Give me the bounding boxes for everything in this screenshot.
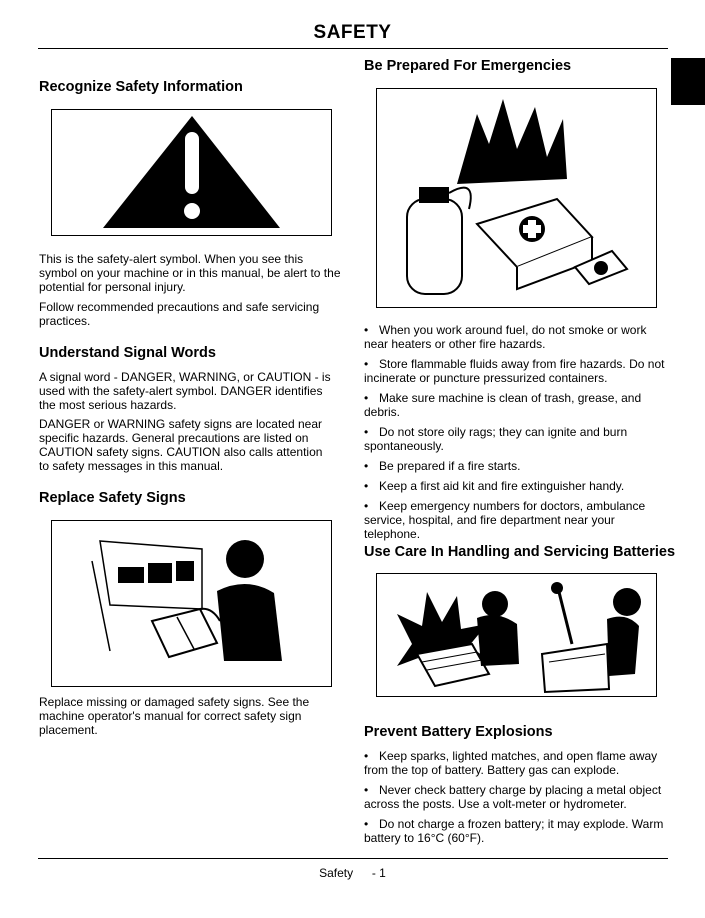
fire-extinguisher-first-aid-icon: [377, 89, 656, 307]
emergency-bullet: • When you work around fuel, do not smoke or work near heaters or other fire hazards.: [364, 323, 647, 351]
heading-replace-safety-signs: Replace Safety Signs: [39, 490, 186, 506]
emergency-bullet: • Keep a first aid kit and fire extinguisher handy.: [364, 479, 625, 493]
emergency-figure: [376, 88, 657, 308]
footer-rule: [38, 858, 668, 859]
safety-sign-figure: [51, 520, 332, 687]
emergency-bullet-list: [364, 323, 669, 547]
replace-paragraph-1: Replace missing or damaged safety signs. See the machine operator's manual for correct safety sign placement.: [39, 695, 310, 737]
heading-recognize-safety: Recognize Safety Information: [39, 79, 243, 95]
emergency-bullet: • Keep emergency numbers for doctors, ambulance service, hospital, and fire department near your telephone.: [364, 499, 646, 541]
explosion-bullet: • Never check battery charge by placing a metal object across the posts. Use a volt-meter or hydrometer.: [364, 783, 662, 811]
battery-figure: [376, 573, 657, 697]
emergency-bullet: • Store flammable fluids away from fire hazards. Do not incinerate or puncture pressurized containers.: [364, 357, 665, 385]
footer-page-number: - 1: [371, 866, 386, 880]
page-footer: [0, 866, 705, 880]
safety-alert-figure: [51, 109, 332, 236]
header-rule: [38, 48, 668, 49]
section-tab-marker: [671, 58, 705, 105]
recognize-paragraph-2: Follow recommended precautions and safe servicing practices.: [39, 300, 320, 328]
emergency-bullet: • Be prepared if a fire starts.: [364, 459, 521, 473]
battery-explosion-icon: [377, 574, 656, 696]
explosion-bullet: • Keep sparks, lighted matches, and open flame away from the top of battery. Battery gas can explode.: [364, 749, 658, 777]
explosion-bullet-list: [364, 749, 664, 851]
emergency-bullet: • Make sure machine is clean of trash, grease, and debris.: [364, 391, 642, 419]
signal-paragraph-1: A signal word - DANGER, WARNING, or CAUTION - is used with the safety-alert symbol. DANGER identifies the most serious hazards.: [39, 370, 331, 412]
safety-alert-icon: [52, 110, 331, 235]
page-title: SAFETY: [313, 22, 392, 43]
explosion-bullet: • Do not charge a frozen battery; it may explode. Warm battery to 16°C (60°F).: [364, 817, 664, 845]
emergency-bullet: • Do not store oily rags; they can ignite and burn spontaneously.: [364, 425, 628, 453]
heading-emergencies: Be Prepared For Emergencies: [364, 58, 572, 74]
footer-section: Safety: [319, 866, 354, 880]
person-reading-sign-icon: [52, 521, 331, 686]
heading-signal-words: Understand Signal Words: [39, 345, 216, 361]
heading-battery-explosions: Prevent Battery Explosions: [364, 724, 553, 740]
signal-paragraph-2: DANGER or WARNING safety signs are located near specific hazards. General precautions are listed on CAUTION safety signs. CAUTION also calls attention to safety messages in this manual.: [39, 417, 323, 473]
recognize-paragraph-1: This is the safety-alert symbol. When you see this symbol on your machine or in this manual, be alert to the potential for personal injury.: [39, 252, 341, 294]
heading-batteries: Use Care In Handling and Servicing Batteries: [364, 544, 676, 560]
